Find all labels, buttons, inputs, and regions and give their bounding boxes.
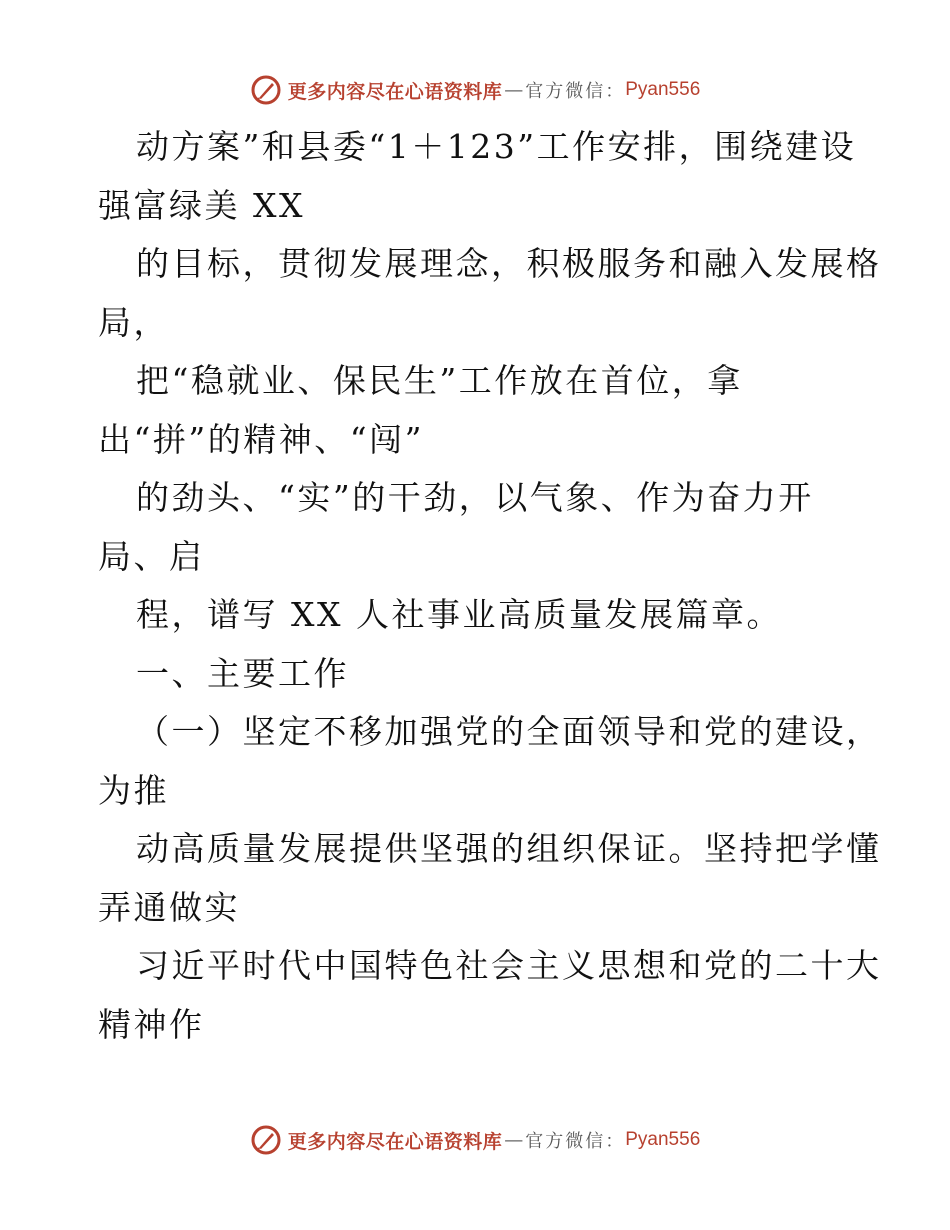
text-line: 习近平时代中国特色社会主义思想和党的二十大	[136, 946, 882, 985]
text-line: 局、启	[98, 536, 205, 576]
watermark-banner-top	[0, 70, 950, 110]
text-line: 动高质量发展提供坚强的组织保证。坚持把学懂	[136, 829, 882, 868]
watermark-main-text: 更多内容尽在心语资料库	[287, 80, 503, 103]
feather-pen-logo-icon	[250, 1124, 282, 1156]
watermark-wechat-id: Pyan556	[625, 1129, 701, 1150]
text-line: 把“稳就业、保民生”工作放在首位，拿	[136, 361, 743, 400]
watermark-main-text: 更多内容尽在心语资料库	[287, 1130, 503, 1153]
watermark-separator: —	[504, 79, 524, 101]
watermark-wechat-label: 官方微信：	[525, 81, 626, 102]
text-line: 动方案”和县委“1＋123”工作安排，围绕建设	[136, 127, 857, 166]
text-line: 精神作	[98, 1004, 205, 1044]
text-line: 的目标，贯彻发展理念，积极服务和融入发展格	[136, 244, 882, 283]
text-line: 局，	[98, 302, 169, 342]
feather-pen-logo-icon	[250, 74, 282, 106]
text-line: 的劲头、“实”的干劲，以气象、作为奋力开	[136, 478, 814, 517]
watermark-separator: —	[504, 1129, 524, 1151]
text-line: 为推	[98, 770, 169, 810]
text-line: 弄通做实	[98, 887, 240, 927]
text-line: 出“拼”的精神、“闯”	[98, 419, 424, 459]
watermark-banner-bottom	[0, 1120, 950, 1160]
text-line: 强富绿美 XX	[98, 185, 305, 225]
text-line: 一、主要工作	[136, 653, 349, 693]
watermark-wechat-label: 官方微信：	[525, 1131, 626, 1152]
text-line: 程，谱写 XX 人社事业高质量发展篇章。	[136, 595, 782, 634]
watermark-wechat-id: Pyan556	[625, 79, 701, 100]
text-line: （一）坚定不移加强党的全面领导和党的建设，	[136, 712, 882, 751]
document-body	[98, 118, 882, 1054]
